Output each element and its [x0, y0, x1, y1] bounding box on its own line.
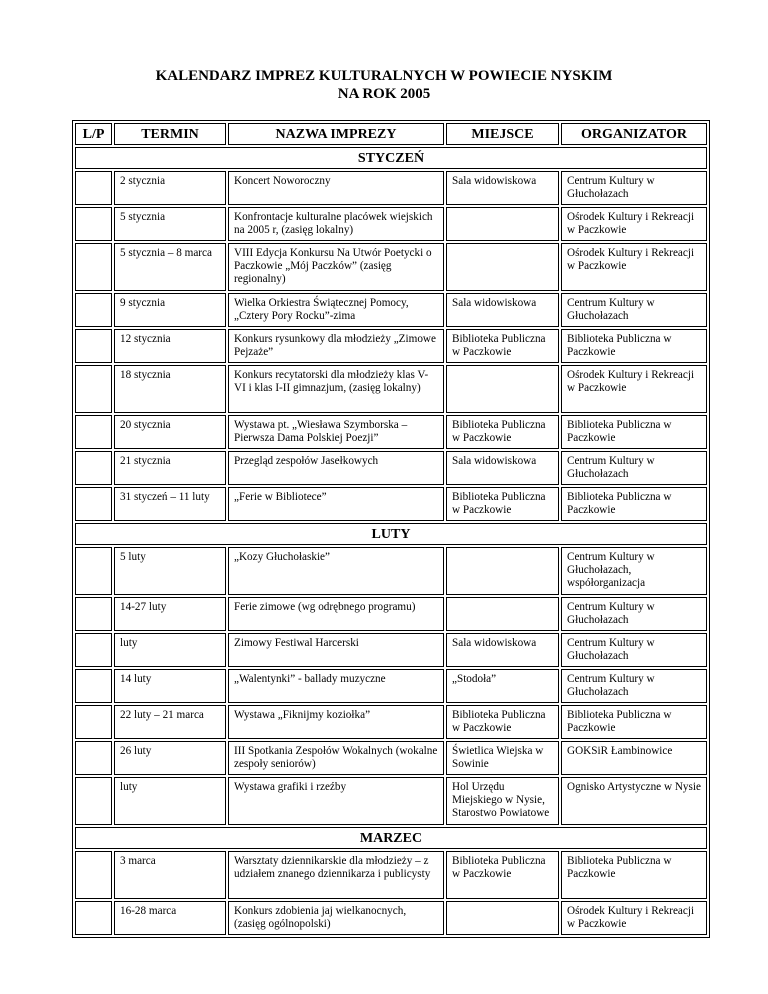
cell-lp [75, 547, 112, 595]
cell-lp [75, 901, 112, 935]
cell-lp [75, 293, 112, 327]
cell-nazwa: Konkurs recytatorski dla młodzieży klas V-VI i klas I-II gimnazjum, (zasięg lokalny) [228, 365, 444, 413]
table-row [75, 329, 707, 363]
cell-miejsce [446, 901, 559, 935]
table-row [75, 901, 707, 935]
cell-nazwa: Konkurs zdobienia jaj wielkanocnych, (zasięg ogólnopolski) [228, 901, 444, 935]
cell-miejsce: Biblioteka Publiczna w Paczkowie [446, 851, 559, 899]
cell-termin: 22 luty – 21 marca [114, 705, 226, 739]
cell-miejsce: Świetlica Wiejska w Sowinie [446, 741, 559, 775]
cell-termin: 26 luty [114, 741, 226, 775]
cell-nazwa: Wystawa pt. „Wiesława Szymborska – Pierwsza Dama Polskiej Poezji” [228, 415, 444, 449]
header-termin: TERMIN [114, 123, 226, 145]
header-nazwa-imprezy: NAZWA IMPREZY [228, 123, 444, 145]
cell-lp [75, 171, 112, 205]
month-heading: LUTY [75, 523, 707, 545]
header-organizator: ORGANIZATOR [561, 123, 707, 145]
cell-organizator: Ośrodek Kultury i Rekreacji w Paczkowie [561, 901, 707, 935]
cell-organizator: Centrum Kultury w Głuchołazach [561, 171, 707, 205]
cell-organizator: GOKSiR Łambinowice [561, 741, 707, 775]
cell-lp [75, 741, 112, 775]
cell-miejsce [446, 207, 559, 241]
cell-lp [75, 243, 112, 291]
cell-termin: 9 stycznia [114, 293, 226, 327]
table-row [75, 705, 707, 739]
cell-organizator: Centrum Kultury w Głuchołazach [561, 597, 707, 631]
cell-organizator: Biblioteka Publiczna w Paczkowie [561, 705, 707, 739]
cell-termin: 5 luty [114, 547, 226, 595]
cell-organizator: Centrum Kultury w Głuchołazach, współorganizacja [561, 547, 707, 595]
month-row [75, 147, 707, 169]
table-row [75, 243, 707, 291]
cell-termin: 16-28 marca [114, 901, 226, 935]
cell-organizator: Biblioteka Publiczna w Paczkowie [561, 329, 707, 363]
cell-organizator: Centrum Kultury w Głuchołazach [561, 451, 707, 485]
cell-miejsce: Sala widowiskowa [446, 171, 559, 205]
table-row [75, 851, 707, 899]
cell-termin: 18 stycznia [114, 365, 226, 413]
cell-termin: 20 stycznia [114, 415, 226, 449]
cell-nazwa: VIII Edycja Konkursu Na Utwór Poetycki o Paczkowie „Mój Paczków” (zasięg regionalny) [228, 243, 444, 291]
cell-organizator: Centrum Kultury w Głuchołazach [561, 633, 707, 667]
cell-nazwa: Zimowy Festiwal Harcerski [228, 633, 444, 667]
cell-organizator: Ośrodek Kultury i Rekreacji w Paczkowie [561, 243, 707, 291]
cell-miejsce: Biblioteka Publiczna w Paczkowie [446, 329, 559, 363]
document-title-line1: KALENDARZ IMPREZ KULTURALNYCH W POWIECIE NYSKIM [155, 68, 613, 84]
table-row [75, 207, 707, 241]
cell-termin: 5 stycznia – 8 marca [114, 243, 226, 291]
cell-miejsce: Sala widowiskowa [446, 451, 559, 485]
table-row [75, 597, 707, 631]
cell-nazwa: Warsztaty dziennikarskie dla młodzieży – z udziałem znanego dziennikarza i publicysty [228, 851, 444, 899]
cell-nazwa: Przegląd zespołów Jasełkowych [228, 451, 444, 485]
cell-nazwa: „Ferie w Bibliotece” [228, 487, 444, 521]
events-calendar-table [72, 120, 710, 938]
header-row [75, 123, 707, 145]
cell-nazwa: Koncert Noworoczny [228, 171, 444, 205]
cell-miejsce: „Stodoła” [446, 669, 559, 703]
month-heading: STYCZEŃ [75, 147, 707, 169]
cell-miejsce: Sala widowiskowa [446, 293, 559, 327]
cell-nazwa: Konkurs rysunkowy dla młodzieży „Zimowe Pejzaże” [228, 329, 444, 363]
cell-lp [75, 851, 112, 899]
cell-termin: 12 stycznia [114, 329, 226, 363]
cell-nazwa: Ferie zimowe (wg odrębnego programu) [228, 597, 444, 631]
cell-miejsce [446, 243, 559, 291]
cell-miejsce: Hol Urzędu Miejskiego w Nysie, Starostwo Powiatowe [446, 777, 559, 825]
table-row [75, 669, 707, 703]
cell-termin: 3 marca [114, 851, 226, 899]
cell-lp [75, 487, 112, 521]
month-heading: MARZEC [75, 827, 707, 849]
cell-organizator: Biblioteka Publiczna w Paczkowie [561, 487, 707, 521]
cell-organizator: Biblioteka Publiczna w Paczkowie [561, 415, 707, 449]
cell-miejsce [446, 365, 559, 413]
cell-miejsce [446, 547, 559, 595]
header-miejsce: MIEJSCE [446, 123, 559, 145]
cell-miejsce: Sala widowiskowa [446, 633, 559, 667]
cell-termin: 31 styczeń – 11 luty [114, 487, 226, 521]
cell-lp [75, 597, 112, 631]
cell-termin: 5 stycznia [114, 207, 226, 241]
cell-miejsce: Biblioteka Publiczna w Paczkowie [446, 487, 559, 521]
table-row [75, 293, 707, 327]
table-row [75, 365, 707, 413]
cell-nazwa: Wystawa grafiki i rzeźby [228, 777, 444, 825]
cell-nazwa: Wielka Orkiestra Świątecznej Pomocy, „Cztery Pory Rocku”-zima [228, 293, 444, 327]
cell-termin: luty [114, 633, 226, 667]
month-row [75, 827, 707, 849]
cell-termin: 14-27 luty [114, 597, 226, 631]
table-row [75, 451, 707, 485]
month-row [75, 523, 707, 545]
table-row [75, 487, 707, 521]
cell-lp [75, 669, 112, 703]
table-row [75, 777, 707, 825]
header-lp: L/P [75, 123, 112, 145]
cell-lp [75, 329, 112, 363]
cell-termin: luty [114, 777, 226, 825]
cell-lp [75, 365, 112, 413]
cell-termin: 2 stycznia [114, 171, 226, 205]
cell-lp [75, 207, 112, 241]
document-title-line2: NA ROK 2005 [337, 86, 431, 102]
cell-organizator: Centrum Kultury w Głuchołazach [561, 293, 707, 327]
cell-nazwa: Konfrontacje kulturalne placówek wiejskich na 2005 r, (zasięg lokalny) [228, 207, 444, 241]
table-row [75, 415, 707, 449]
cell-miejsce: Biblioteka Publiczna w Paczkowie [446, 705, 559, 739]
cell-organizator: Ognisko Artystyczne w Nysie [561, 777, 707, 825]
cell-miejsce: Biblioteka Publiczna w Paczkowie [446, 415, 559, 449]
cell-nazwa: III Spotkania Zespołów Wokalnych (wokalne zespoły seniorów) [228, 741, 444, 775]
cell-nazwa: „Kozy Głuchołaskie” [228, 547, 444, 595]
cell-termin: 21 stycznia [114, 451, 226, 485]
table-row [75, 171, 707, 205]
cell-lp [75, 415, 112, 449]
cell-lp [75, 633, 112, 667]
cell-lp [75, 705, 112, 739]
table-row [75, 633, 707, 667]
cell-termin: 14 luty [114, 669, 226, 703]
cell-organizator: Biblioteka Publiczna w Paczkowie [561, 851, 707, 899]
cell-organizator: Ośrodek Kultury i Rekreacji w Paczkowie [561, 207, 707, 241]
cell-organizator: Centrum Kultury w Głuchołazach [561, 669, 707, 703]
cell-lp [75, 451, 112, 485]
cell-lp [75, 777, 112, 825]
table-row [75, 547, 707, 595]
cell-organizator: Ośrodek Kultury i Rekreacji w Paczkowie [561, 365, 707, 413]
table-body [75, 147, 707, 935]
table-row [75, 741, 707, 775]
cell-nazwa: „Walentynki” - ballady muzyczne [228, 669, 444, 703]
cell-miejsce [446, 597, 559, 631]
cell-nazwa: Wystawa „Fiknijmy koziołka” [228, 705, 444, 739]
